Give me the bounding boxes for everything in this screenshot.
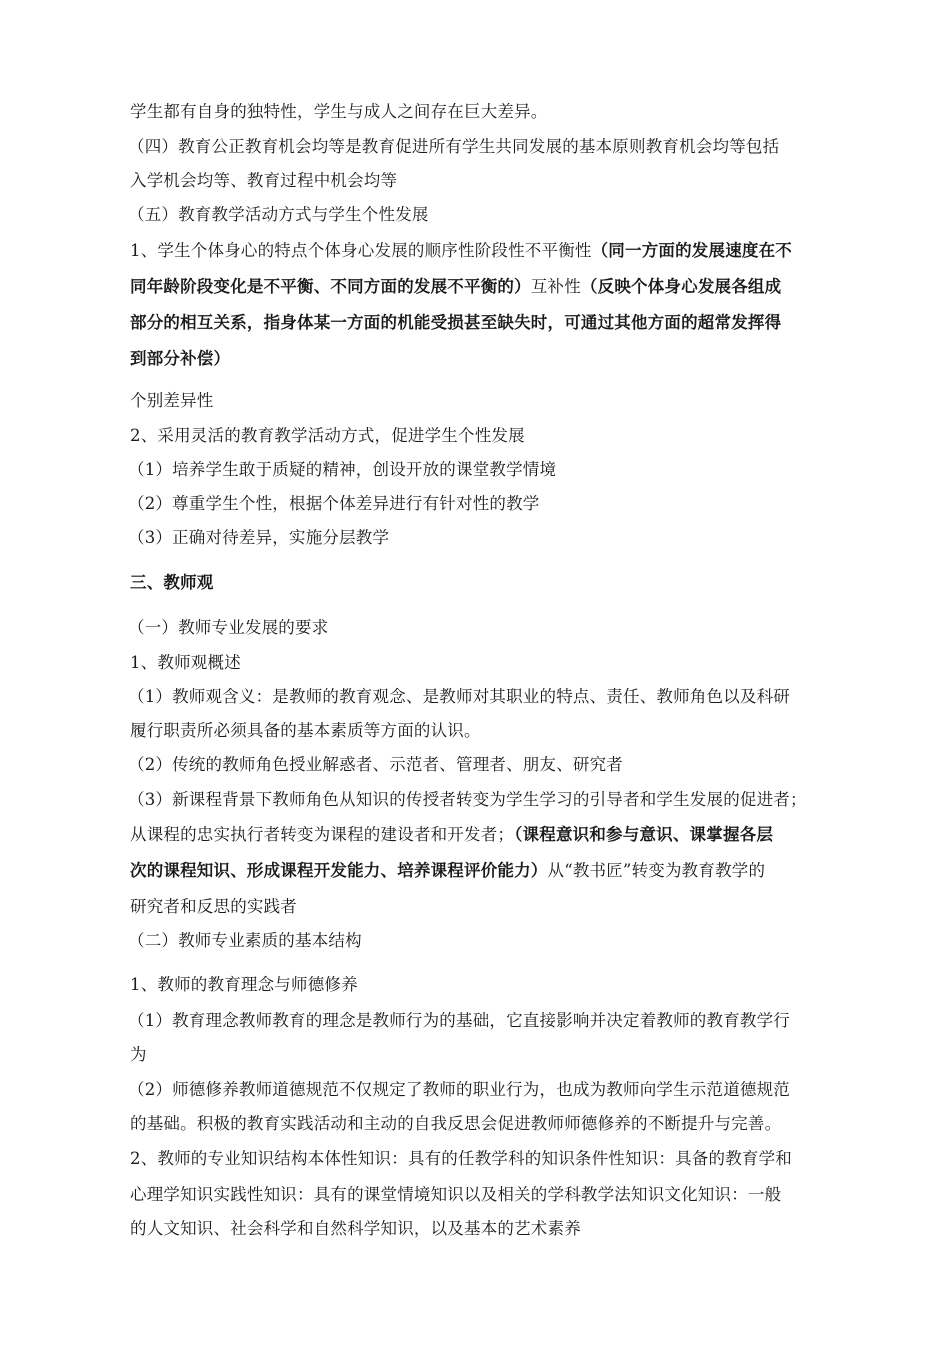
list-item: （1）教师观含义：是教师的教育观念、是教师对其职业的特点、责任、教师角色以及科研: [128, 687, 790, 706]
paragraph-line: 1、教师观概述: [130, 653, 241, 672]
paragraph-line: [130, 276, 830, 298]
text-run: 从课程的忠实执行者转变为课程的建设者和开发者；: [130, 825, 515, 844]
bold-text-run: 同年龄阶段变化是不平衡、不同方面的发展不平衡的）: [130, 277, 531, 296]
section-subheading: （一）教师专业发展的要求: [128, 618, 329, 637]
paragraph-line: 的人文知识、社会科学和自然科学知识，以及基本的艺术素养: [130, 1219, 581, 1238]
paragraph-line: 部分的相互关系，指身体某一方面的机能受损甚至缺失时，可通过其他方面的超常发挥得: [130, 313, 782, 332]
list-item: （3）新课程背景下教师角色从知识的传授者转变为学生学习的引导者和学生发展的促进者；: [128, 790, 807, 809]
paragraph-line: 1、教师的教育理念与师德修养: [130, 975, 358, 994]
list-item: （1）教育理念教师教育的理念是教师行为的基础，它直接影响并决定着教师的教育教学行: [128, 1011, 790, 1030]
list-item: （3）正确对待差异，实施分层教学: [128, 528, 390, 547]
paragraph-line: （四）教育公正教育机会均等是教育促进所有学生共同发展的基本原则教育机会均等包括: [128, 137, 780, 156]
list-item: （2）尊重学生个性，根据个体差异进行有针对性的教学: [128, 494, 540, 513]
paragraph-line: 为: [130, 1045, 147, 1064]
paragraph-line: [130, 240, 830, 262]
paragraph-line: 2、教师的专业知识结构本体性知识：具有的任教学科的知识条件性知识：具备的教育学和: [130, 1149, 792, 1168]
paragraph-line: 到部分补偿）: [130, 349, 231, 368]
text-run: 1、学生个体身心的特点个体身心发展的顺序性阶段性不平衡性: [130, 241, 592, 260]
paragraph-line: 个别差异性: [130, 391, 214, 410]
paragraph-line: 研究者和反思的实践者: [130, 897, 297, 916]
section-subheading: （五）教育教学活动方式与学生个性发展: [128, 205, 429, 224]
bold-text-run: （同一方面的发展速度在不: [591, 241, 793, 260]
paragraph-line: 入学机会均等、教育过程中机会均等: [130, 171, 398, 190]
paragraph-line: 履行职责所必须具备的基本素质等方面的认识。: [130, 721, 481, 740]
list-item: （1）培养学生敢于质疑的精神，创设开放的课堂教学情境: [128, 460, 557, 479]
list-item: （2）师德修养教师道德规范不仅规定了教师的职业行为，也成为教师向学生示范道德规范: [128, 1080, 790, 1099]
paragraph-line: 的基础。积极的教育实践活动和主动的自我反思会促进教师师德修养的不断提升与完善。: [130, 1114, 782, 1133]
section-heading: 三、教师观: [130, 573, 214, 592]
paragraph-line: 学生都有自身的独特性，学生与成人之间存在巨大差异。: [130, 102, 548, 121]
bold-text-run: （课程意识和参与意识、课掌握各层: [514, 825, 774, 844]
text-run: 互补性: [530, 277, 581, 296]
section-subheading: （二）教师专业素质的基本结构: [128, 931, 362, 950]
list-item: （2）传统的教师角色授业解惑者、示范者、管理者、朋友、研究者: [128, 755, 623, 774]
paragraph-line: 2、采用灵活的教育教学活动方式，促进学生个性发展: [130, 426, 525, 445]
bold-text-run: （反映个体身心发展各组成: [580, 277, 782, 296]
paragraph-line: [130, 824, 830, 846]
paragraph-line: [130, 860, 830, 882]
text-run: 从“教书匠”转变为教育教学的: [547, 861, 766, 880]
bold-text-run: 次的课程知识、形成课程开发能力、培养课程评价能力）: [130, 861, 548, 880]
paragraph-line: 心理学知识实践性知识：具有的课堂情境知识以及相关的学科教学法知识文化知识：一般: [130, 1185, 782, 1204]
